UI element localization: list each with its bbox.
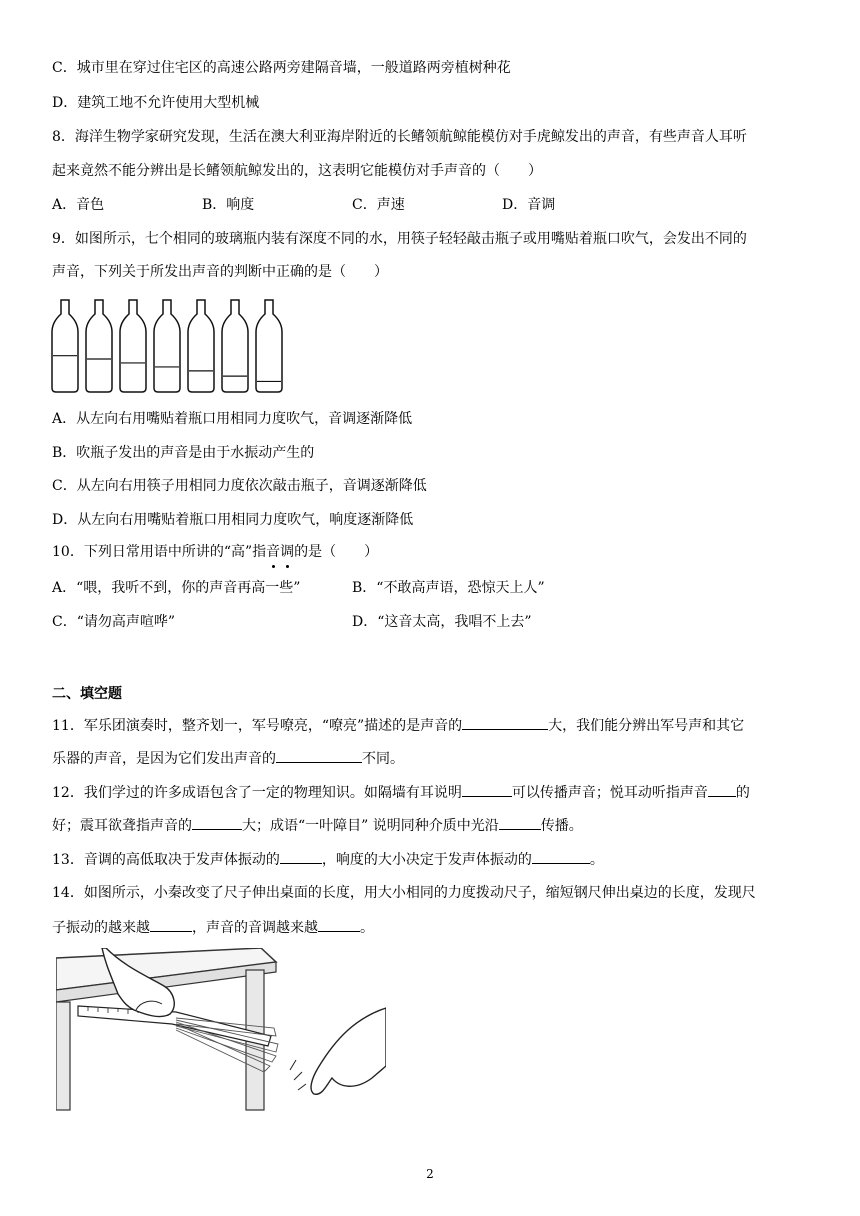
question-9-line2: 声音，下列关于所发出声音的判断中正确的是（ ） bbox=[52, 264, 388, 280]
q8-option-a: A．音色 bbox=[52, 197, 105, 213]
q14-text-d: 。 bbox=[360, 920, 374, 936]
plucking-hand bbox=[311, 1008, 386, 1094]
answer-blank[interactable] bbox=[150, 917, 192, 932]
table-leg bbox=[56, 1002, 70, 1110]
q8-option-b: B．响度 bbox=[202, 197, 255, 213]
ruler-vibration-figure bbox=[56, 948, 386, 1113]
glass-bottle bbox=[86, 300, 112, 392]
glass-bottle bbox=[222, 300, 248, 392]
q11-text-d: 不同。 bbox=[362, 751, 404, 767]
steel-ruler bbox=[78, 1006, 271, 1046]
q9-option-c: C．从左向右用筷子用相同力度依次敲击瓶子，音调逐渐降低 bbox=[52, 478, 427, 494]
glass-bottle bbox=[120, 300, 146, 392]
q10-option-b: B．“不敢高声语，恐惊天上人” bbox=[352, 580, 545, 596]
question-8-line1: 8．海洋生物学家研究发现，生活在澳大利亚海岸附近的长鳍领航鲸能模仿对手虎鲸发出的声音，有些声音人耳听 bbox=[52, 129, 747, 145]
q13-text-b: ，响度的大小决定于发声体振动的 bbox=[321, 852, 532, 868]
glass-bottle bbox=[188, 300, 214, 392]
q10-prefix: 10．下列日常用语中所讲的“高”指 bbox=[52, 544, 267, 560]
q12-text-e: 大；成语“一叶障目” 说明同种介质中光沿 bbox=[242, 818, 499, 834]
question-12-line1 bbox=[52, 782, 750, 803]
q12-text-f: 传播。 bbox=[540, 818, 583, 834]
glass-bottle bbox=[256, 300, 282, 392]
q10-option-a: A．“喂，我听不到，你的声音再高一些” bbox=[52, 580, 301, 596]
page-number: 2 bbox=[426, 1167, 434, 1181]
question-14-line2 bbox=[52, 917, 374, 938]
q13-text-c: 。 bbox=[589, 852, 604, 868]
answer-blank[interactable] bbox=[532, 849, 590, 864]
q10-emphasis-diao: 调 bbox=[280, 544, 295, 560]
option-d-previous: D．建筑工地不允许使用大型机械 bbox=[52, 95, 260, 111]
q14-text-b: 子振动的越来越 bbox=[52, 920, 150, 936]
q11-text-c: 乐器的声音，是因为它们发出声音的 bbox=[52, 751, 276, 767]
q8-option-d: D．音调 bbox=[502, 197, 556, 213]
q10-option-d: D．“这音太高，我唱不上去” bbox=[352, 614, 532, 630]
question-14-line1: 14．如图所示，小秦改变了尺子伸出桌面的长度，用大小相同的力度拨动尺子，缩短钢尺伸出桌边的长度，发现尺 bbox=[52, 885, 756, 901]
answer-blank[interactable] bbox=[499, 815, 541, 830]
q12-text-b: 可以传播声音；悦耳动听指声音 bbox=[511, 785, 708, 801]
q11-text-b: 大，我们能分辨出军号声和其它 bbox=[548, 718, 745, 734]
question-8-line2: 起来竟然不能分辨出是长鳍领航鲸发出的，这表明它能模仿对手声音的（ ） bbox=[52, 163, 542, 179]
answer-blank[interactable] bbox=[276, 748, 362, 763]
glass-bottle bbox=[52, 300, 78, 392]
question-10 bbox=[52, 542, 378, 562]
q11-text-a: 11．军乐团演奏时，整齐划一，军号嘹亮，“嘹亮”描述的是声音的 bbox=[52, 718, 463, 734]
question-12-line2 bbox=[52, 815, 583, 836]
q9-option-b: B．吹瓶子发出的声音是由于水振动产生的 bbox=[52, 445, 315, 461]
glass-bottle bbox=[154, 300, 180, 392]
q10-suffix: 的是（ ） bbox=[294, 544, 379, 560]
q9-option-d: D．从左向右用嘴贴着瓶口用相同力度吹气，响度逐渐降低 bbox=[52, 512, 414, 528]
answer-blank[interactable] bbox=[192, 815, 242, 830]
seven-bottles-figure bbox=[48, 296, 333, 396]
q12-text-c: 的 bbox=[735, 785, 750, 801]
question-11-line2 bbox=[52, 748, 404, 769]
q8-option-c: C．声速 bbox=[352, 197, 405, 213]
section-title: 二、填空题 bbox=[52, 686, 122, 702]
q14-text-c: ，声音的音调越来越 bbox=[192, 920, 318, 936]
q13-text-a: 13．音调的高低取决于发声体振动的 bbox=[52, 852, 280, 868]
q12-text-d: 好；震耳欲聋指声音的 bbox=[52, 818, 192, 834]
question-9-line1: 9．如图所示，七个相同的玻璃瓶内装有深度不同的水，用筷子轻轻敲击瓶子或用嘴贴着瓶口吹气，会发出不同的 bbox=[52, 231, 747, 247]
q10-emphasis-yin: 音 bbox=[266, 544, 281, 560]
answer-blank[interactable] bbox=[462, 782, 512, 797]
answer-blank[interactable] bbox=[280, 849, 322, 864]
answer-blank[interactable] bbox=[708, 782, 736, 797]
q9-option-a: A．从左向右用嘴贴着瓶口用相同力度吹气，音调逐渐降低 bbox=[52, 411, 413, 427]
option-c-previous: C．城市里在穿过住宅区的高速公路两旁建隔音墙，一般道路两旁植树种花 bbox=[52, 60, 511, 76]
answer-blank[interactable] bbox=[462, 715, 548, 730]
question-11-line1 bbox=[52, 715, 744, 736]
q12-text-a: 12．我们学过的许多成语包含了一定的物理知识。如隔墙有耳说明 bbox=[52, 785, 462, 801]
q10-option-c: C．“请勿高声喧哗” bbox=[52, 614, 176, 630]
question-13 bbox=[52, 849, 604, 870]
answer-blank[interactable] bbox=[318, 917, 360, 932]
